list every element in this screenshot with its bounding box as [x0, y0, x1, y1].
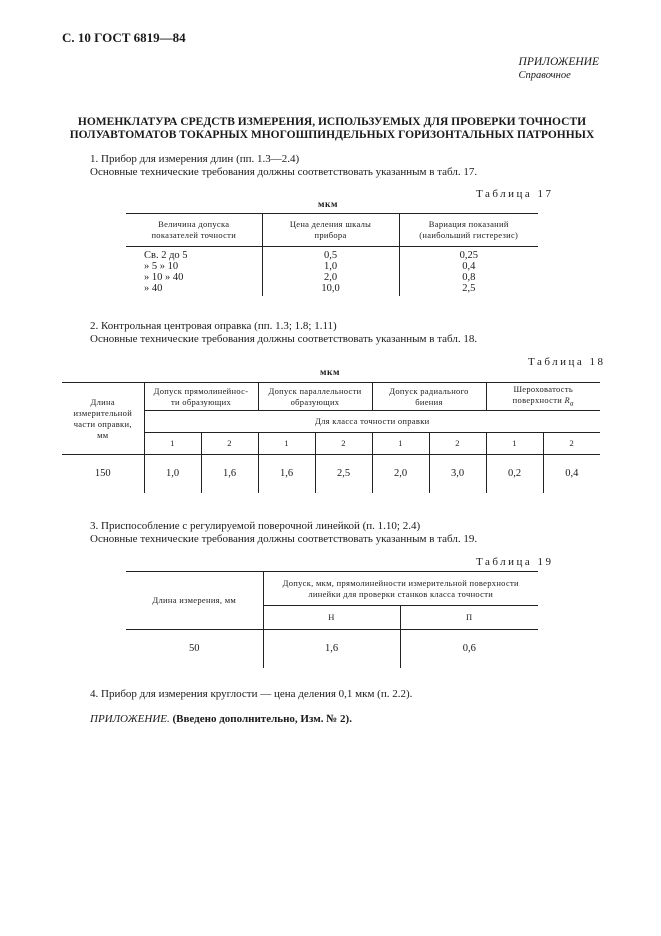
- t18-header-length: Длина измерительной части оправки, мм: [62, 383, 144, 455]
- t17-cell: 0,8: [399, 272, 538, 283]
- page-header: С. 10 ГОСТ 6819—84: [62, 30, 186, 45]
- t17-cell: 2,0: [262, 272, 399, 283]
- appendix-title: ПРИЛОЖЕНИЕ: [518, 56, 599, 68]
- t18-class-span: Для класса точности оправки: [144, 411, 600, 433]
- t17-cell: 1,0: [262, 261, 399, 272]
- note-italic: ПРИЛОЖЕНИЕ.: [90, 713, 170, 725]
- t17-header-tolerance: Величина допуска показателей точности: [126, 214, 262, 247]
- t18-header-straightness: Допуск прямолинейнос- ти образующих: [144, 383, 258, 411]
- t18-cell: 2,5: [315, 455, 372, 493]
- t18-cell: 0,2: [486, 455, 543, 493]
- table-18-unit: мкм: [320, 368, 340, 378]
- item-1-line-2: Основные технические требования должны соответствовать указанным в табл. 17.: [90, 166, 478, 178]
- t18-class: 2: [201, 433, 258, 455]
- title-line-2: ПОЛУАВТОМАТОВ ТОКАРНЫХ МНОГОШПИНДЕЛЬНЫХ ГОРИЗОНТАЛЬНЫХ ПАТРОННЫХ: [69, 129, 595, 141]
- t18-header-roughness: Шероховатость поверхности $R_a$: [486, 383, 600, 411]
- t19-class-p: П: [400, 606, 538, 630]
- t17-cell: 0,25: [399, 247, 538, 262]
- t18-class: 1: [258, 433, 315, 455]
- item-3-line-2: Основные технические требования должны соответствовать указанным в табл. 19.: [90, 533, 478, 545]
- t17-header-division: Цена деления шкалы прибора: [262, 214, 399, 247]
- t17-cell: 2,5: [399, 283, 538, 296]
- t18-cell: 150: [62, 455, 144, 493]
- table-18: [62, 382, 600, 493]
- t17-header-variation: Вариация показаний (наибольший гистерезис): [399, 214, 538, 247]
- table-17-unit: мкм: [318, 200, 338, 210]
- t18-header-parallelism: Допуск параллельности образующих: [258, 383, 372, 411]
- t18-cell: 1,0: [144, 455, 201, 493]
- t18-cell: 0,4: [543, 455, 600, 493]
- item-2: [90, 320, 477, 346]
- table-19: [126, 571, 538, 668]
- item-1-line-1: 1. Прибор для измерения длин (пп. 1.3—2.4): [90, 153, 300, 165]
- table-19-caption: Таблица 19: [476, 556, 554, 568]
- t17-cell: 0,5: [262, 247, 399, 262]
- table-row: [62, 455, 600, 493]
- t17-cell: » 40: [144, 283, 163, 294]
- table-17: [126, 213, 538, 296]
- t19-cell: 1,6: [263, 630, 400, 668]
- table-row: [126, 247, 538, 262]
- t19-header-tolerance: Допуск, мкм, прямолинейности измерительной поверхности линейки для проверки станков класса точности: [263, 572, 538, 606]
- appendix-label: [519, 56, 599, 82]
- t18-class: 2: [315, 433, 372, 455]
- t18-class: 2: [429, 433, 486, 455]
- t19-cell: 0,6: [400, 630, 538, 668]
- appendix-type: Справочное: [518, 70, 571, 81]
- item-1: [90, 153, 477, 179]
- t18-class: 1: [144, 433, 201, 455]
- t17-cell: » 5 » 10: [144, 261, 179, 272]
- item-3: [90, 520, 477, 546]
- table-18-caption: Таблица 18: [528, 356, 606, 368]
- note-bold: (Введено дополнительно, Изм. № 2).: [172, 713, 352, 725]
- table-17-caption: Таблица 17: [476, 188, 554, 200]
- t18-cell: 3,0: [429, 455, 486, 493]
- appendix-note: [90, 713, 352, 725]
- t19-class-n: Н: [263, 606, 400, 630]
- table-row: [126, 272, 538, 283]
- document-title: [62, 116, 602, 142]
- t17-cell: » 10 » 40: [144, 272, 184, 283]
- t17-cell: 10,0: [262, 283, 399, 296]
- t18-cell: 1,6: [258, 455, 315, 493]
- t19-cell: 50: [126, 630, 263, 668]
- table-row: [126, 261, 538, 272]
- table-row: [126, 283, 538, 296]
- t18-header-runout: Допуск радиального биения: [372, 383, 486, 411]
- item-3-line-1: 3. Приспособление с регулируемой поверочной линейкой (п. 1.10; 2.4): [90, 520, 421, 532]
- t18-class: 1: [486, 433, 543, 455]
- t18-cell: 1,6: [201, 455, 258, 493]
- t18-class: 2: [543, 433, 600, 455]
- item-2-line-2: Основные технические требования должны соответствовать указанным в табл. 18.: [90, 333, 478, 345]
- item-4: 4. Прибор для измерения круглости — цена деления 0,1 мкм (п. 2.2).: [90, 688, 413, 700]
- t19-header-length: Длина измерения, мм: [126, 572, 263, 630]
- t18-class: 1: [372, 433, 429, 455]
- t17-cell: Св. 2 до 5: [144, 250, 188, 261]
- t18-cell: 2,0: [372, 455, 429, 493]
- item-2-line-1: 2. Контрольная центровая оправка (пп. 1.3; 1.8; 1.11): [90, 320, 337, 332]
- title-line-1: НОМЕНКЛАТУРА СРЕДСТВ ИЗМЕРЕНИЯ, ИСПОЛЬЗУЕМЫХ ДЛЯ ПРОВЕРКИ ТОЧНОСТИ: [77, 116, 587, 128]
- table-row: [126, 630, 538, 668]
- t17-cell: 0,4: [399, 261, 538, 272]
